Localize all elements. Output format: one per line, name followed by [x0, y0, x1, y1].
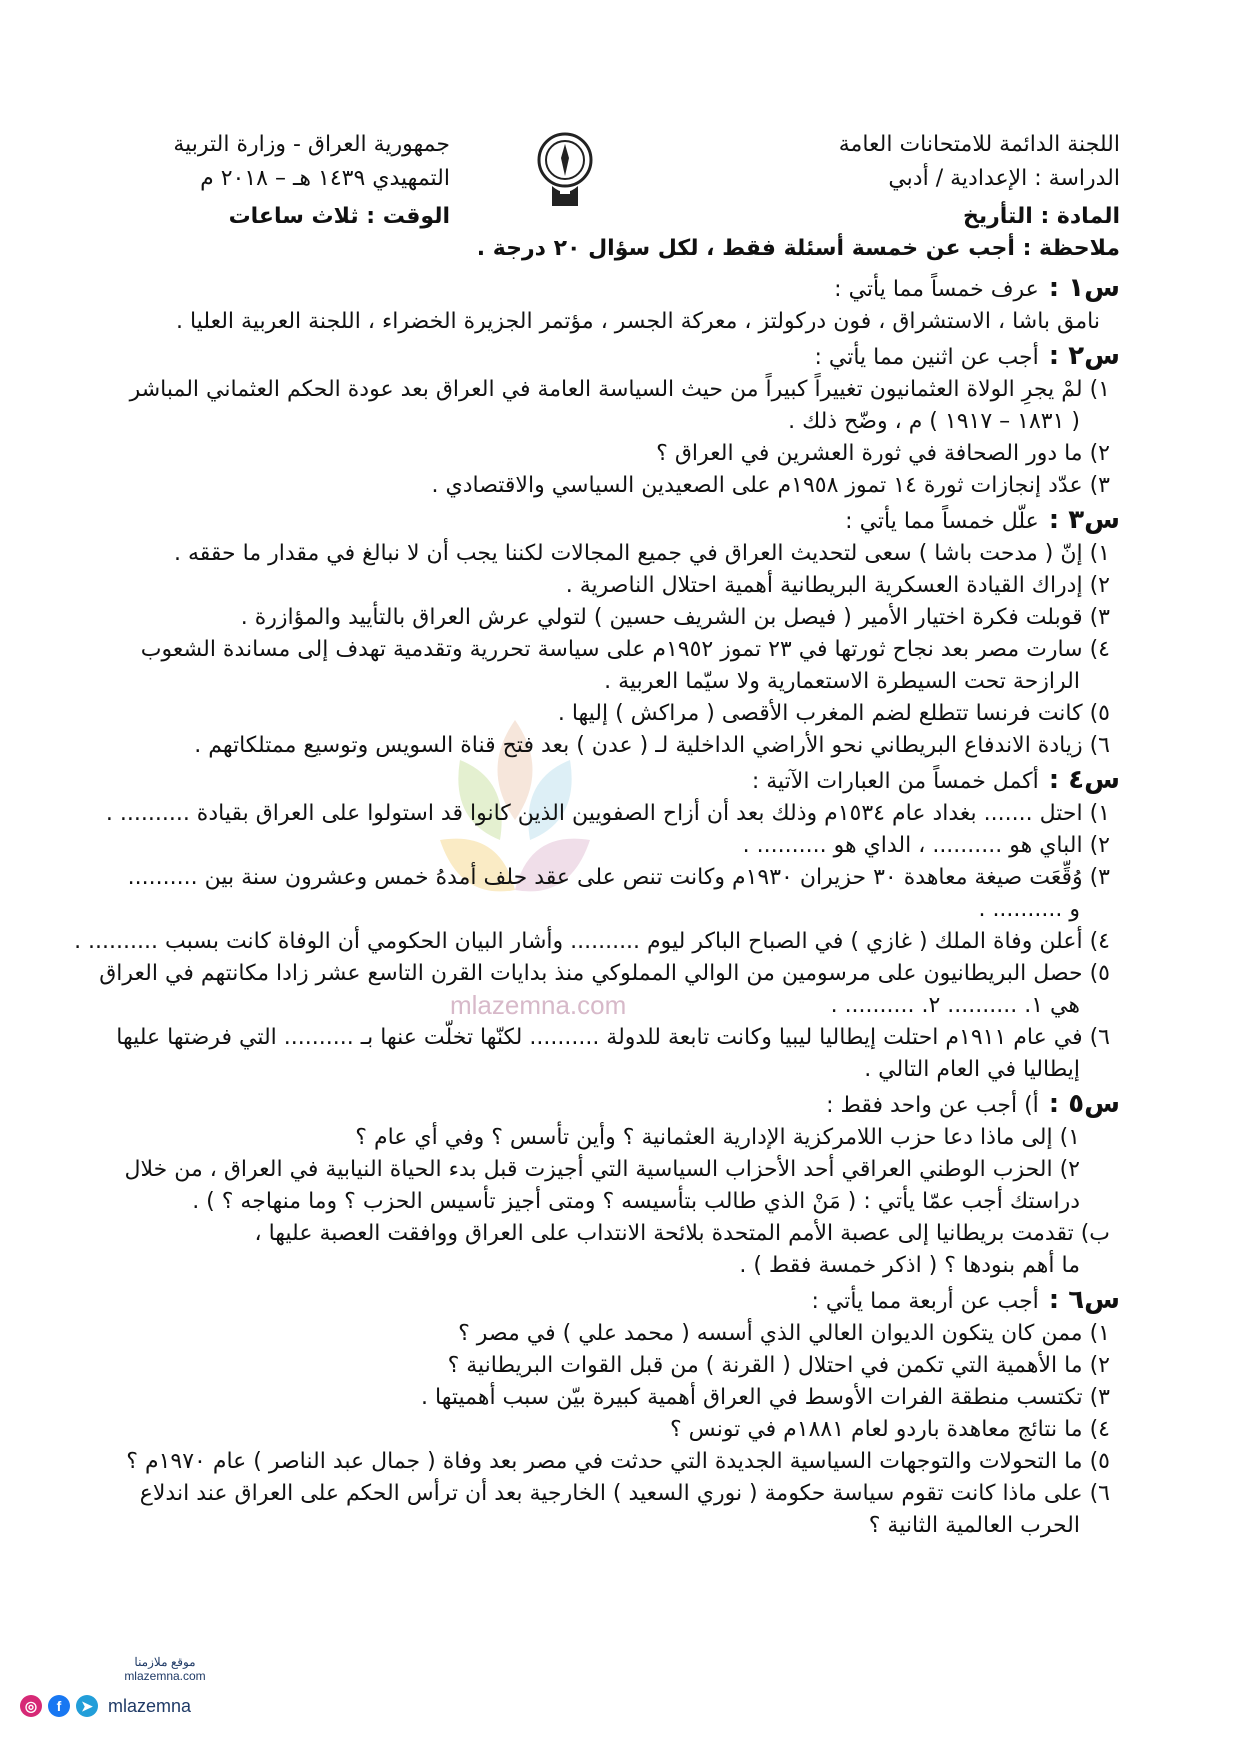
list-item: ٢) ما الأهمية التي تكمن في احتلال ( القرنة ) من قبل القوات البريطانية ؟ — [447, 1353, 1110, 1378]
question-terms: نامق باشا ، الاستشراق ، فون دركولتز ، معركة الجسر ، مؤتمر الجزيرة الخضراء ، اللجنة العربية العليا . — [175, 309, 1100, 334]
question-number: س٢ : — [1048, 341, 1120, 371]
list-item: هي ١. .......... ٢. .......... . — [830, 993, 1080, 1018]
question-number: س٤ : — [1048, 765, 1120, 795]
list-item: ٦) في عام ١٩١١م احتلت إيطاليا ليبيا وكانت تابعة للدولة .......... لكنّها تخلّت عنها بـ .......... التي فرضتها عليها — [116, 1025, 1110, 1050]
subject-name: المادة : التأريخ — [962, 204, 1120, 229]
question-title: علّل خمساً مما يأتي : — [845, 509, 1039, 534]
exam-note: ملاحظة : أجب عن خمسة أسئلة فقط ، لكل سؤال ٢٠ درجة . — [476, 236, 1120, 261]
list-item: ب) تقدمت بريطانيا إلى عصبة الأمم المتحدة بلائحة الانتداب على العراق ووافقت العصبة عليها ، — [254, 1221, 1110, 1246]
telegram-icon[interactable]: ➤ — [76, 1695, 98, 1717]
questions-body — [70, 272, 1120, 1544]
list-item: ٤) ما نتائج معاهدة باردو لعام ١٨٨١م في تونس ؟ — [670, 1417, 1110, 1442]
question-2 — [70, 340, 1120, 502]
question-title: أكمل خمساً من العبارات الآتية : — [751, 769, 1039, 794]
list-item: ما أهم بنودها ؟ ( اذكر خمسة فقط ) . — [739, 1253, 1080, 1278]
study-stream: الدراسة : الإعدادية / أدبي — [888, 166, 1120, 191]
list-item: ١) ممن كان يتكون الديوان العالي الذي أسسه ( محمد علي ) في مصر ؟ — [458, 1321, 1110, 1346]
question-number: س٦ : — [1048, 1285, 1120, 1315]
list-item: ٢) الحزب الوطني العراقي أحد الأحزاب السياسية التي أجيزت قبل بدء الحياة النيابية في العراق ، من خلال — [124, 1157, 1080, 1182]
header-left-block — [150, 128, 450, 234]
question-number: س٣ : — [1048, 505, 1120, 535]
list-item: ( ١٨٣١ – ١٩١٧ ) م ، وضّح ذلك . — [788, 409, 1080, 434]
question-title: أجب عن اثنين مما يأتي : — [814, 345, 1039, 370]
list-item: إيطاليا في العام التالي . — [864, 1057, 1080, 1082]
list-item: ١) إنّ ( مدحت باشا ) سعى لتحديث العراق في جميع المجالات لكننا يجب أن لا نبالغ في مقدار ما حققه . — [174, 541, 1110, 566]
question-4 — [70, 764, 1120, 1086]
list-item: ٦) على ماذا كانت تقوم سياسة حكومة ( نوري السعيد ) الخارجية بعد أن ترأس الحكم على العراق عند اندلاع — [139, 1481, 1110, 1506]
question-title: عرف خمساً مما يأتي : — [834, 277, 1039, 302]
list-item: ٥) كانت فرنسا تتطلع لضم المغرب الأقصى ( مراكش ) إليها . — [557, 701, 1110, 726]
social-handle[interactable]: mlazemna — [108, 1695, 192, 1716]
exam-time: الوقت : ثلاث ساعات — [228, 204, 450, 229]
list-item: ٢) إدراك القيادة العسكرية البريطانية أهمية احتلال الناصرية . — [565, 573, 1110, 598]
site-name-ar: موقع ملازمنا — [134, 1655, 196, 1669]
list-item: ٤) سارت مصر بعد نجاح ثورتها في ٢٣ تموز ١٩٥٢م على سياسة تحررية وتقدمية تهدف إلى مساندة الشعوب — [140, 637, 1110, 662]
facebook-icon[interactable]: f — [48, 1695, 70, 1717]
list-item: و .......... . — [978, 897, 1080, 922]
list-item: ٣) قوبلت فكرة اختيار الأمير ( فيصل بن الشريف حسين ) لتولي عرش العراق بالتأييد والمؤازرة . — [240, 605, 1110, 630]
site-logo[interactable] — [120, 1655, 210, 1683]
list-item: ٣) وُقِّعَت صيغة معاهدة ٣٠ حزيران ١٩٣٠م وكانت تنص على عقد حلف أمدهُ خمس وعشرون سنة بين .......... — [127, 865, 1110, 890]
site-name-en: mlazemna.com — [124, 1669, 206, 1683]
exam-round: التمهيدي ١٤٣٩ هـ – ٢٠١٨ م — [200, 166, 450, 191]
question-1 — [70, 272, 1120, 338]
question-5 — [70, 1088, 1120, 1282]
question-title: أ) أجب عن واحد فقط : — [826, 1093, 1039, 1118]
exam-header — [150, 128, 1120, 238]
ministry-emblem-icon — [530, 128, 600, 212]
site-footer — [20, 1655, 240, 1725]
list-item: ١) احتل ....... بغداد عام ١٥٣٤م وذلك بعد أن أزاح الصفويين الذين كانوا قد استولوا على العراق بقيادة .......... . — [105, 801, 1110, 826]
list-item: ٢) الباي هو .......... ، الداي هو .......... . — [742, 833, 1110, 858]
list-item: ٢) ما دور الصحافة في ثورة العشرين في العراق ؟ — [656, 441, 1110, 466]
list-item: ٣) عدّد إنجازات ثورة ١٤ تموز ١٩٥٨م على الصعيدين السياسي والاقتصادي . — [431, 473, 1110, 498]
instagram-icon[interactable]: ◎ — [20, 1695, 42, 1717]
question-6 — [70, 1284, 1120, 1542]
ministry-name: جمهورية العراق - وزارة التربية — [173, 132, 450, 157]
question-3 — [70, 504, 1120, 762]
list-item: ٦) زيادة الاندفاع البريطاني نحو الأراضي الداخلية لـ ( عدن ) بعد فتح قناة السويس وتوسيع ممتلكاتهم . — [194, 733, 1110, 758]
watermark-url: mlazemna.com — [450, 990, 627, 1020]
list-item: دراستك أجب عمّا يأتي : ( مَنْ الذي طالب بتأسيسه ؟ ومتى أجيز تأسيس الحزب ؟ وما منهاجه ؟ ) . — [192, 1189, 1080, 1214]
list-item: ٤) أعلن وفاة الملك ( غازي ) في الصباح الباكر ليوم .......... وأشار البيان الحكومي أن الوفاة كانت بسبب .......... . — [74, 929, 1110, 954]
list-item: ٣) تكتسب منطقة الفرات الأوسط في العراق أهمية كبيرة بيّن سبب أهميتها . — [421, 1385, 1110, 1410]
question-number: س١ : — [1048, 273, 1120, 303]
list-item: ٥) ما التحولات والتوجهات السياسية الجديدة التي حدثت في مصر بعد وفاة ( جمال عبد الناصر ) عام ١٩٧٠م ؟ — [126, 1449, 1110, 1474]
list-item: ١) إلى ماذا دعا حزب اللامركزية الإدارية العثمانية ؟ وأين تأسس ؟ وفي أي عام ؟ — [355, 1125, 1080, 1150]
list-item: ٥) حصل البريطانيون على مرسومين من الوالي المملوكي منذ بدايات القرن التاسع عشر زادا مكانتهم في العراق — [99, 961, 1110, 986]
question-title: أجب عن أربعة مما يأتي : — [811, 1289, 1039, 1314]
committee-name: اللجنة الدائمة للامتحانات العامة — [838, 132, 1120, 157]
social-links — [20, 1695, 191, 1717]
list-item: الرازحة تحت السيطرة الاستعمارية ولا سيّما العربية . — [604, 669, 1080, 694]
list-item: ١) لمْ يجرِ الولاة العثمانيون تغييراً كبيراً من حيث السياسة العامة في العراق بعد عودة الحكم العثماني المباشر — [129, 377, 1110, 402]
question-number: س٥ : — [1048, 1089, 1120, 1119]
header-right-block — [839, 128, 1120, 234]
list-item: الحرب العالمية الثانية ؟ — [868, 1513, 1080, 1538]
